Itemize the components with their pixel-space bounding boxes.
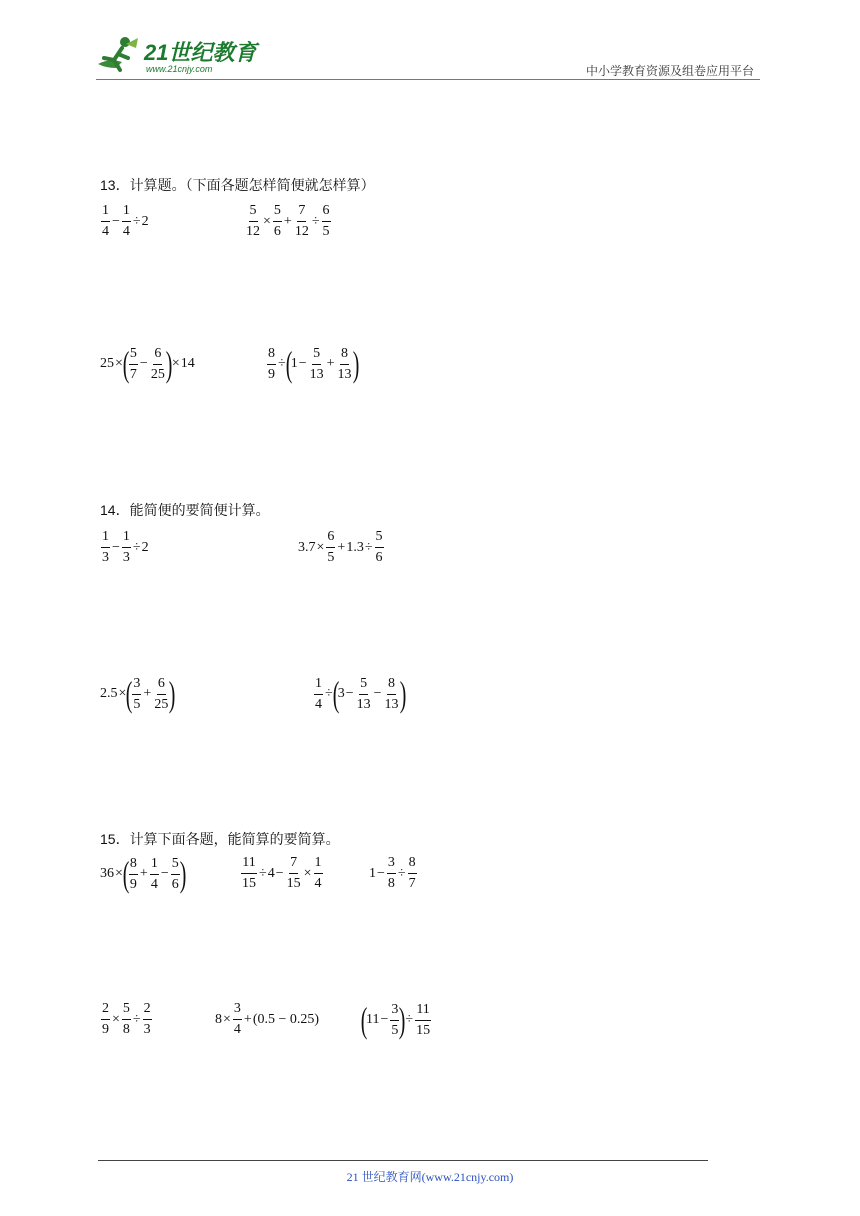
q13-expr-3: 25 × ( $\frac{5}{7}$ − $\frac{6}{25}$ ) × 14	[100, 344, 195, 384]
q13-expr-2: $\frac{5}{12}$ × $\frac{5}{6}$ + $\frac{7}{12}$ ÷ $\frac{6}{5}$	[246, 203, 330, 239]
fraction: $\frac{1}{4}$	[122, 203, 130, 239]
fraction: $\frac{3}{4}$	[233, 1001, 241, 1037]
fraction: $\frac{6}{25}$	[150, 345, 165, 382]
fraction: $\frac{6}{5}$	[322, 203, 330, 239]
fraction: $\frac{3}{8}$	[387, 855, 395, 891]
fraction: $\frac{5}{12}$	[246, 203, 260, 239]
footer-divider	[98, 1160, 708, 1161]
fraction: $\frac{1}{3}$	[122, 529, 130, 565]
q15-expr-2: $\frac{11}{15}$ ÷ 4 − $\frac{7}{15}$ × $\frac{1}{4}$	[242, 855, 322, 891]
fraction: $\frac{8}{7}$	[408, 855, 416, 891]
fraction: $\frac{7}{15}$	[286, 855, 301, 891]
q15-expr-6: ( 11 − $\frac{3}{5}$ ) ÷ $\frac{11}{15}$	[360, 1000, 431, 1040]
fraction: $\frac{1}{4}$	[315, 675, 322, 712]
footer-site-link[interactable]: 21 世纪教育网(www.21cnjy.com)	[346, 1170, 514, 1184]
fraction: $\frac{3}{5}$	[133, 675, 141, 712]
q14-expr-2: 3.7 × $\frac{6}{5}$ + 1.3 ÷ $\frac{5}{6}$	[298, 529, 383, 565]
fraction: $\frac{11}{15}$	[416, 1001, 431, 1038]
fraction: $\frac{5}{8}$	[122, 1001, 130, 1037]
fraction: $\frac{3}{5}$	[391, 1001, 399, 1038]
fraction: $\frac{8}{9}$	[129, 855, 137, 892]
fraction: $\frac{2}{9}$	[102, 1001, 109, 1037]
q14-expr-1: $\frac{1}{3}$ − $\frac{1}{3}$ ÷ 2	[102, 529, 149, 565]
header-divider	[96, 79, 760, 80]
fraction: $\frac{11}{15}$	[242, 855, 256, 891]
q15-expr-4: $\frac{2}{9}$ × $\frac{5}{8}$ ÷ $\frac{2}{3}$	[102, 1001, 151, 1037]
fraction: $\frac{1}{4}$	[314, 855, 322, 891]
fraction: $\frac{6}{5}$	[327, 529, 335, 565]
q14-heading: 14．能简便的要简便计算。	[100, 502, 270, 518]
fraction: $\frac{1}{4}$	[150, 855, 158, 892]
logo-url: www.21cnjy.com	[146, 64, 213, 74]
fraction: $\frac{7}{12}$	[294, 203, 309, 239]
q15-expr-3: 1 − $\frac{3}{8}$ ÷ $\frac{8}{7}$	[369, 855, 416, 891]
fraction: $\frac{8}{13}$	[384, 675, 399, 712]
q14-expr-4: $\frac{1}{4}$ ÷ ( 3 − $\frac{5}{13}$ − $\frac{8}{13}$ )	[315, 674, 406, 714]
fraction: $\frac{2}{3}$	[143, 1001, 151, 1037]
q14-expr-3: 2.5 × ( $\frac{3}{5}$ + $\frac{6}{25}$ )	[100, 674, 176, 714]
header-platform-text: 中小学教育资源及组卷应用平台	[585, 64, 754, 78]
fraction: $\frac{5}{13}$	[356, 675, 371, 712]
fraction: $\frac{5}{6}$	[375, 529, 383, 565]
q13-heading: 13．计算题。（下面各题怎样简便就怎样算）	[100, 177, 375, 193]
fraction: $\frac{5}{6}$	[171, 855, 179, 892]
fraction: $\frac{5}{6}$	[273, 203, 281, 239]
fraction: $\frac{5}{7}$	[129, 345, 137, 382]
q15-expr-1: 36 × ( $\frac{8}{9}$ + $\frac{1}{4}$ − $\frac{5}{6}$ )	[100, 854, 187, 894]
site-logo	[92, 34, 262, 78]
fraction: $\frac{6}{25}$	[154, 675, 169, 712]
q15-heading: 15．计算下面各题，能简算的要简算。	[100, 831, 340, 847]
fraction: $\frac{1}{4}$	[102, 203, 109, 239]
q13-expr-4: $\frac{8}{9}$ ÷ ( 1 − $\frac{5}{13}$ + $\frac{8}{13}$ )	[268, 344, 359, 384]
runner-logo-icon	[92, 34, 262, 78]
fraction: $\frac{5}{13}$	[309, 345, 324, 382]
logo-title: 21世纪教育	[144, 40, 257, 65]
fraction: $\frac{1}{3}$	[102, 529, 109, 565]
q15-expr-5: 8 × $\frac{3}{4}$ + (0.5 − 0.25)	[215, 1001, 320, 1037]
fraction: $\frac{8}{13}$	[337, 345, 352, 382]
fraction: $\frac{8}{9}$	[268, 345, 275, 382]
q13-expr-1: $\frac{1}{4}$ − $\frac{1}{4}$ ÷ 2	[102, 203, 149, 239]
